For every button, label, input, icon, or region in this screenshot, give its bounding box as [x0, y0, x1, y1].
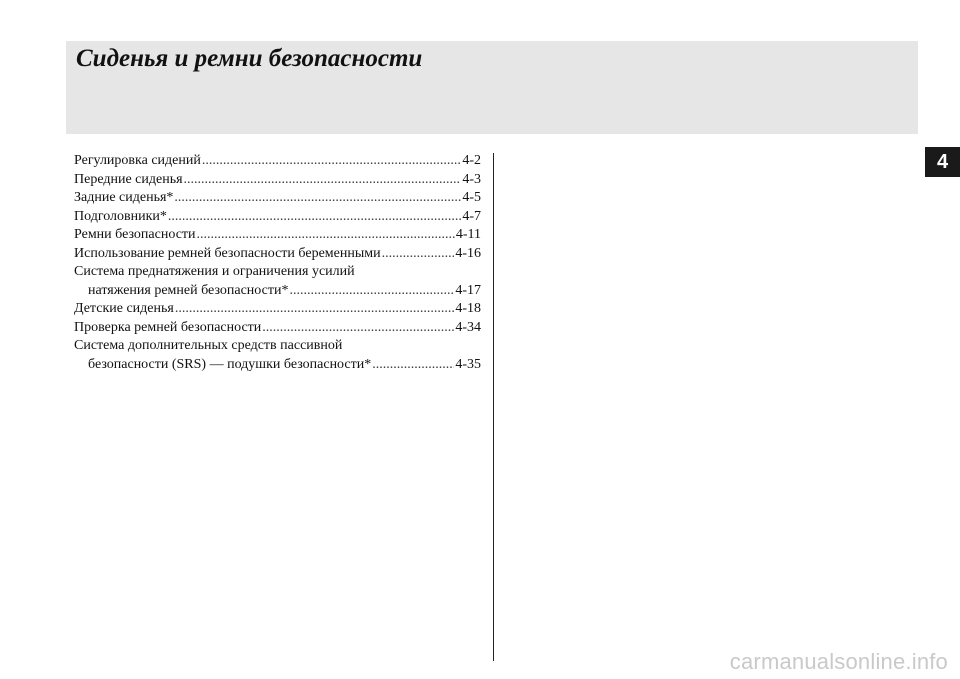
toc-entry[interactable] [74, 319, 481, 338]
toc-leader-dots [382, 245, 455, 264]
toc-leader-dots [168, 208, 461, 227]
toc-entry[interactable] [74, 337, 481, 374]
toc-entry-text: Задние сиденья* [74, 190, 174, 205]
toc-page-number: 4-11 [455, 227, 481, 242]
toc-page-number: 4-17 [455, 282, 481, 298]
toc-leader-dots [197, 226, 455, 245]
page-title: Сиденья и ремни безопасности [76, 45, 423, 72]
toc-page-number: 4-2 [462, 153, 481, 168]
toc-entry-text: Проверка ремней безопасности [74, 319, 262, 335]
toc-leader-dots [262, 319, 454, 338]
toc-page-number: 4-7 [462, 208, 481, 224]
toc-entry-lead-text: Система преднатяжения и ограничения усилий [74, 264, 355, 279]
toc-entry-lead-text: Система дополнительных средств пассивной [74, 338, 343, 353]
toc-leader-dots [184, 171, 462, 190]
chapter-tab[interactable]: 4 [925, 147, 960, 177]
toc-entry-text: Ремни безопасности [74, 227, 196, 242]
toc-entry[interactable] [74, 300, 481, 319]
toc-entry-text: Использование ремней безопасности беременными [74, 245, 381, 261]
toc-entry-text: натяжения ремней безопасности* [88, 282, 289, 298]
toc-entry[interactable] [74, 152, 481, 171]
toc-entry[interactable] [74, 226, 481, 245]
column-divider [493, 153, 494, 661]
watermark: carmanualsonline.info [729, 649, 948, 674]
toc-entry[interactable] [74, 208, 481, 227]
toc-entry-text: Подголовники* [74, 208, 167, 224]
toc-leader-dots [175, 300, 455, 319]
chapter-header [66, 41, 918, 134]
toc-page-number: 4-35 [455, 356, 481, 372]
toc-leader-dots [202, 152, 461, 171]
toc-entry-text: Передние сиденья [74, 171, 183, 187]
toc-entry-text: Регулировка сидений [74, 153, 201, 168]
toc-leader-dots [372, 356, 454, 375]
toc-leader-dots [174, 189, 461, 208]
toc-entry-text: безопасности (SRS) — подушки безопасности* [88, 356, 372, 372]
toc-page-number: 4-3 [462, 171, 481, 187]
toc-entry-text: Детские сиденья [74, 301, 174, 316]
toc-page-number: 4-18 [455, 301, 481, 316]
toc-entry[interactable] [74, 245, 481, 264]
table-of-contents [74, 152, 481, 374]
toc-page-number: 4-16 [455, 245, 481, 261]
toc-leader-dots [289, 282, 454, 301]
toc-page-number: 4-5 [462, 190, 481, 205]
toc-page-number: 4-34 [455, 319, 481, 335]
toc-entry[interactable] [74, 189, 481, 208]
toc-entry[interactable] [74, 171, 481, 190]
toc-entry[interactable] [74, 263, 481, 300]
